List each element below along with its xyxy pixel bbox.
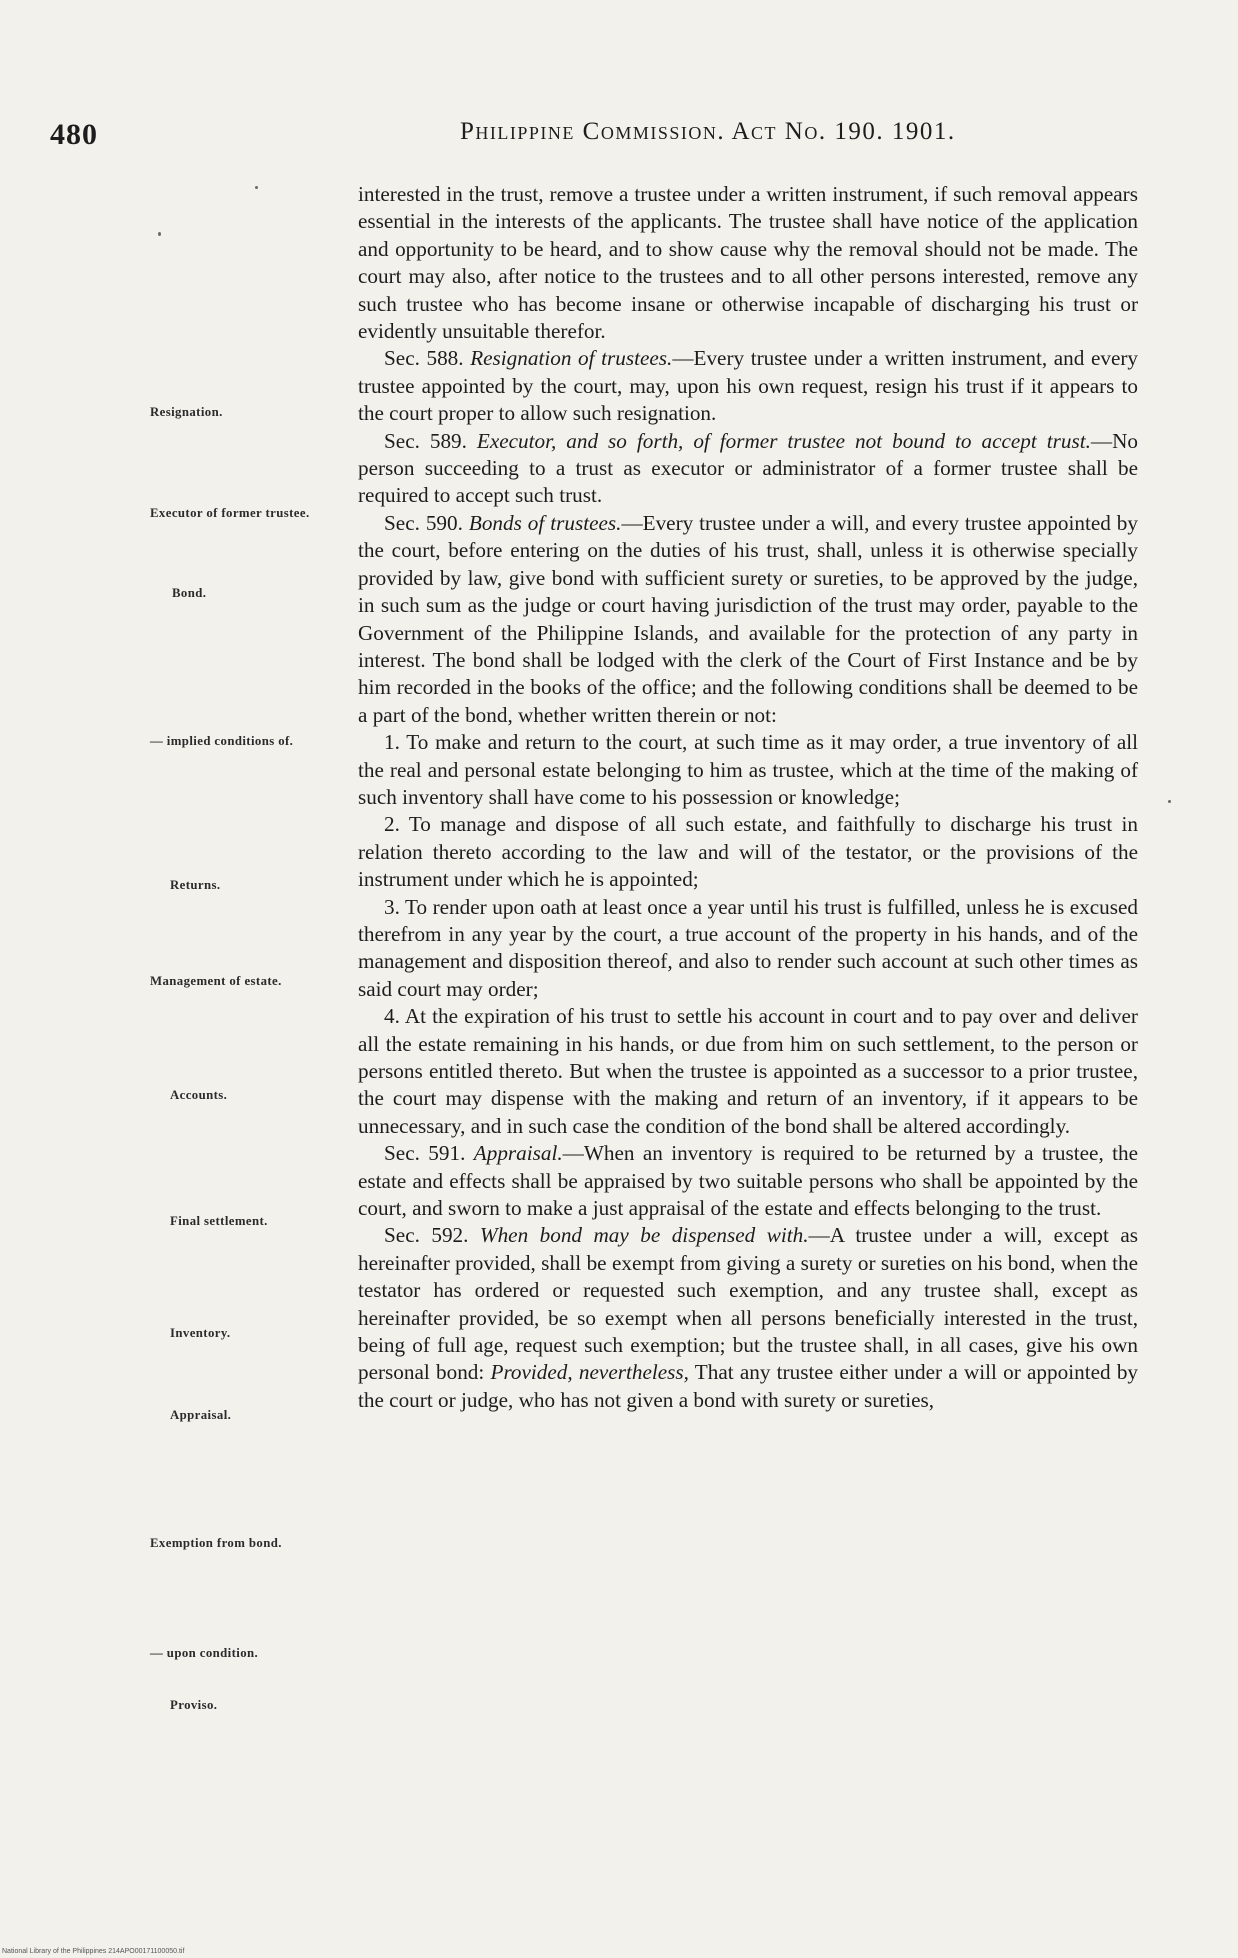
section-heading: When bond may be dispensed with.: [479, 1223, 809, 1248]
running-head: Philippine Commission. Act No. 190. 1901.: [460, 118, 956, 145]
scan-speck: [1168, 800, 1171, 803]
section-588: Sec. 588. Resignation of trustees.—Every trustee under a written instrument, and every trustee appointed by the court, may, upon his own request, resign his trust if it appears to the court proper to allow such resignation.: [358, 346, 1139, 426]
margin-note: Appraisal.: [170, 1408, 232, 1422]
proviso-phrase: Provided, nevertheless,: [490, 1360, 689, 1385]
body-text: [358, 181, 1138, 1414]
section-heading: Executor, and so forth, of former trustee not bound to accept trust.: [476, 428, 1091, 453]
margin-note: Inventory.: [170, 1326, 231, 1340]
margin-note: Exemption from bond.: [150, 1536, 282, 1550]
margin-note: Management of estate.: [150, 974, 282, 988]
margin-note: Bond.: [172, 586, 207, 600]
section-number: Sec. 590.: [384, 510, 463, 535]
section-heading: Resignation of trustees.: [470, 346, 673, 371]
condition-3: 3. To render upon oath at least once a year until his trust is fulfilled, unless he is excused therefrom in any year by the court, a true account of the property in his hands, and of the management and disposition thereof, and also to render such account at such other times as said court may order;: [358, 894, 1138, 1001]
section-heading: Bonds of trustees.: [468, 510, 622, 535]
margin-note: Accounts.: [170, 1088, 228, 1102]
page-number: 480: [50, 118, 98, 151]
section-589: Sec. 589. Executor, and so forth, of former trustee not bound to accept trust.—No person succeeding to a trust as executor or administrator of a former trustee shall be required to accept such trust.: [358, 428, 1138, 508]
section-number: Sec. 589.: [384, 428, 467, 453]
margin-note: Resignation.: [150, 405, 223, 419]
margin-note: — implied conditions of.: [150, 734, 294, 748]
condition-4: 4. At the expiration of his trust to settle his account in court and to pay over and deliver all the estate remaining in his hands, or due from him on such settlement, to the person or persons entitled thereto. But when the trustee is appointed as a successor to a prior trustee, the court may dispense with the making and return of an inventory, if it appears to be unnecessary, and in such case the condition of the bond shall be altered accordingly.: [358, 1004, 1138, 1138]
scan-speck: [255, 186, 258, 189]
scan-speck: [158, 232, 161, 236]
section-heading: Appraisal.: [473, 1141, 563, 1166]
paragraph: interested in the trust, remove a trustee under a written instrument, if such removal appears essential in the interests of the applicants. The trustee shall have notice of the application and opportunity to be heard, and to show cause why the removal should not be made. The court may also, after notice to the trustees and to all other persons interested, remove any such trustee who has become insane or otherwise incapable of discharging his trust or evidently unsuitable therefor.: [358, 182, 1138, 344]
section-591: Sec. 591. Appraisal.—When an inventory is required to be returned by a trustee, the estate and effects shall be appraised by two suitable persons who shall be appointed by the court, and sworn to make a just appraisal of the estate and effects belonging to the trust.: [358, 1141, 1139, 1221]
margin-note: Executor of former trustee.: [150, 506, 310, 520]
section-number: Sec. 588.: [384, 346, 464, 371]
condition-2: 2. To manage and dispose of all such estate, and faithfully to discharge his trust in relation thereto according to the law and will of the testator, or the provisions of the instrument under which he is appointed;: [358, 812, 1138, 892]
section-592: Sec. 592. When bond may be dispensed with.—A trustee under a will, except as hereinafter provided, shall be exempt from giving a surety or sureties on his bond, when the testator has ordered or requested such exemption, and any trustee shall, except as hereinafter provided, be so exempt when all persons beneficially interested in the trust, being of full age, request such exemption; but the trustee shall, in all cases, give his own personal bond: Provided, nevertheless, That any trustee either under a will or appointed by the court or judge, who has not given a bond with surety or sureties,: [358, 1223, 1139, 1412]
margin-note: Proviso.: [170, 1698, 218, 1712]
section-590: Sec. 590. Bonds of trustees.—Every trustee under a will, and every trustee appointed by the court, before entering on the duties of his trust, shall, unless it is otherwise specially provided by law, give bond with sufficient surety or sureties, to be approved by the judge, in such sum as the judge or court having jurisdiction of the trust may order, payable to the Government of the Philippine Islands, and available for the protection of any party in interest. The bond shall be lodged with the clerk of the Court of First Instance and be by him recorded in the books of the office; and the following conditions shall be deemed to be a part of the bond, whether written therein or not:: [358, 510, 1138, 727]
library-stamp: National Library of the Philippines 214APO00171100050.tif: [2, 1948, 185, 1955]
condition-1: 1. To make and return to the court, at such time as it may order, a true inventory of all the real and personal estate belonging to him as trustee, which at the time of the making of such inventory shall have come to his possession or knowledge;: [358, 730, 1138, 809]
margin-note: Returns.: [170, 878, 221, 892]
margin-note: Final settlement.: [170, 1214, 268, 1228]
section-number: Sec. 591.: [384, 1141, 466, 1166]
section-number: Sec. 592.: [384, 1223, 469, 1248]
margin-note: — upon condition.: [150, 1646, 259, 1660]
